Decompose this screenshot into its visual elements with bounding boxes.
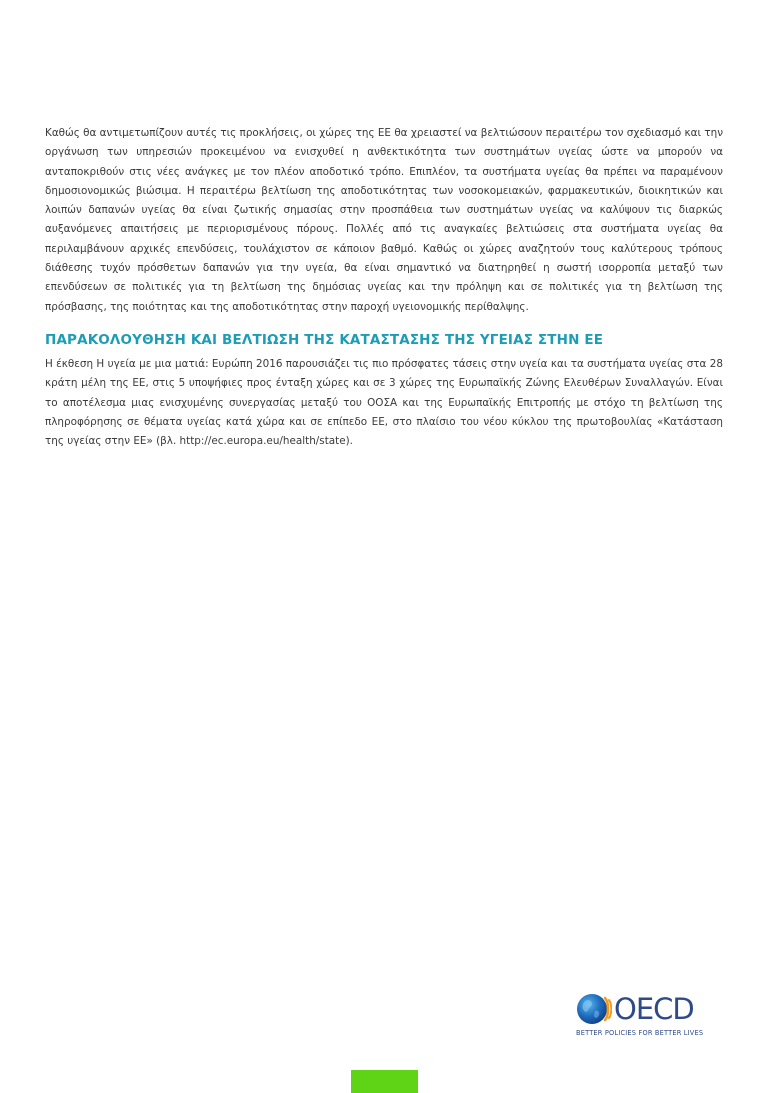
page-tab-marker (351, 1070, 418, 1093)
logo-wordmark: OECD (614, 992, 694, 1026)
section-heading: ΠΑΡΑΚΟΛΟΥΘΗΣΗ ΚΑΙ ΒΕΛΤΙΩΣΗ ΤΗΣ ΚΑΤΑΣΤΑΣΗΣ ΤΗΣ ΥΓΕΙΑΣ ΣΤΗΝ ΕΕ (45, 331, 604, 348)
logo-tagline: BETTER POLICIES FOR BETTER LIVES (576, 1029, 704, 1037)
body-paragraph-2: Η έκθεση Η υγεία με μια ματιά: Ευρώπη 2016 παρουσιάζει τις πιο πρόσφατες τάσεις στην υγεία και τα συστήματα υγείας στα 28 κράτη μέλη της ΕΕ, στις 5 υποψήφιες προς ένταξη χώρες και σε 3 χώρες της Ευρωπαϊκής Ζώνης Ελευθέρων Συναλλαγών. Είναι το αποτέλεσμα μιας ενισχυμένης συνεργασίας μεταξύ του ΟΟΣΑ και της Ευρωπαϊκής Επιτροπής με στόχο τη βελτίωση της πληροφόρησης σε θέματα υγείας κατά χώρα και σε επίπεδο ΕΕ, στο πλαίσιο του νέου κύκλου της πρωτοβουλίας «Κατάσταση της υγείας στην ΕΕ» (βλ. http://ec.europa.eu/health/state). (45, 357, 723, 448)
body-paragraph-1: Καθώς θα αντιμετωπίζουν αυτές τις προκλήσεις, οι χώρες της ΕΕ θα χρειαστεί να βελτιώσουν περαιτέρω τον σχεδιασμό και την οργάνωση των υπηρεσιών προκειμένου να ενισχυθεί η ανθεκτικότητα των συστημάτων υγείας ώστε να μπορούν να ανταποκριθούν στις νέες ανάγκες με τον πλέον αποδοτικό τρόπο. Επιπλέον, τα συστήματα υγείας θα πρέπει να παραμένουν δημοσιονομικώς βιώσιμα. Η περαιτέρω βελτίωση της αποδοτικότητας των νοσοκομειακών, φαρμακευτικών, διοικητικών και λοιπών δαπανών υγείας θα είναι ζωτικής σημασίας στην προσπάθεια των συστημάτων υγείας να καλύψουν τις διαρκώς αυξανόμενες απαιτήσεις με περιορισμένους πόρους. Πολλές από τις αναγκαίες βελτιώσεις στα συστήματα υγείας θα περιλαμβάνουν αρχικές επενδύσεις, τουλάχιστον σε κάποιον βαθμό. Καθώς οι χώρες αναζητούν τους καλύτερους τρόπους διάθεσης τυχόν πρόσθετων δαπανών για την υγεία, θα είναι σημαντικό να διατηρηθεί η σωστή ισορροπία μεταξύ των επενδύσεων σε πολιτικές για τη βελτίωση της δημόσιας υγείας και την πρόληψη και σε πολιτικές για τη βελτίωση της πρόσβασης, της ποιότητας και της αποδοτικότητας στην παροχή υγειονομικής περίθαλψης. (45, 127, 723, 313)
main-content (45, 124, 723, 451)
oecd-logo (576, 991, 726, 1041)
globe-icon (576, 991, 612, 1027)
logo-row (576, 991, 726, 1027)
